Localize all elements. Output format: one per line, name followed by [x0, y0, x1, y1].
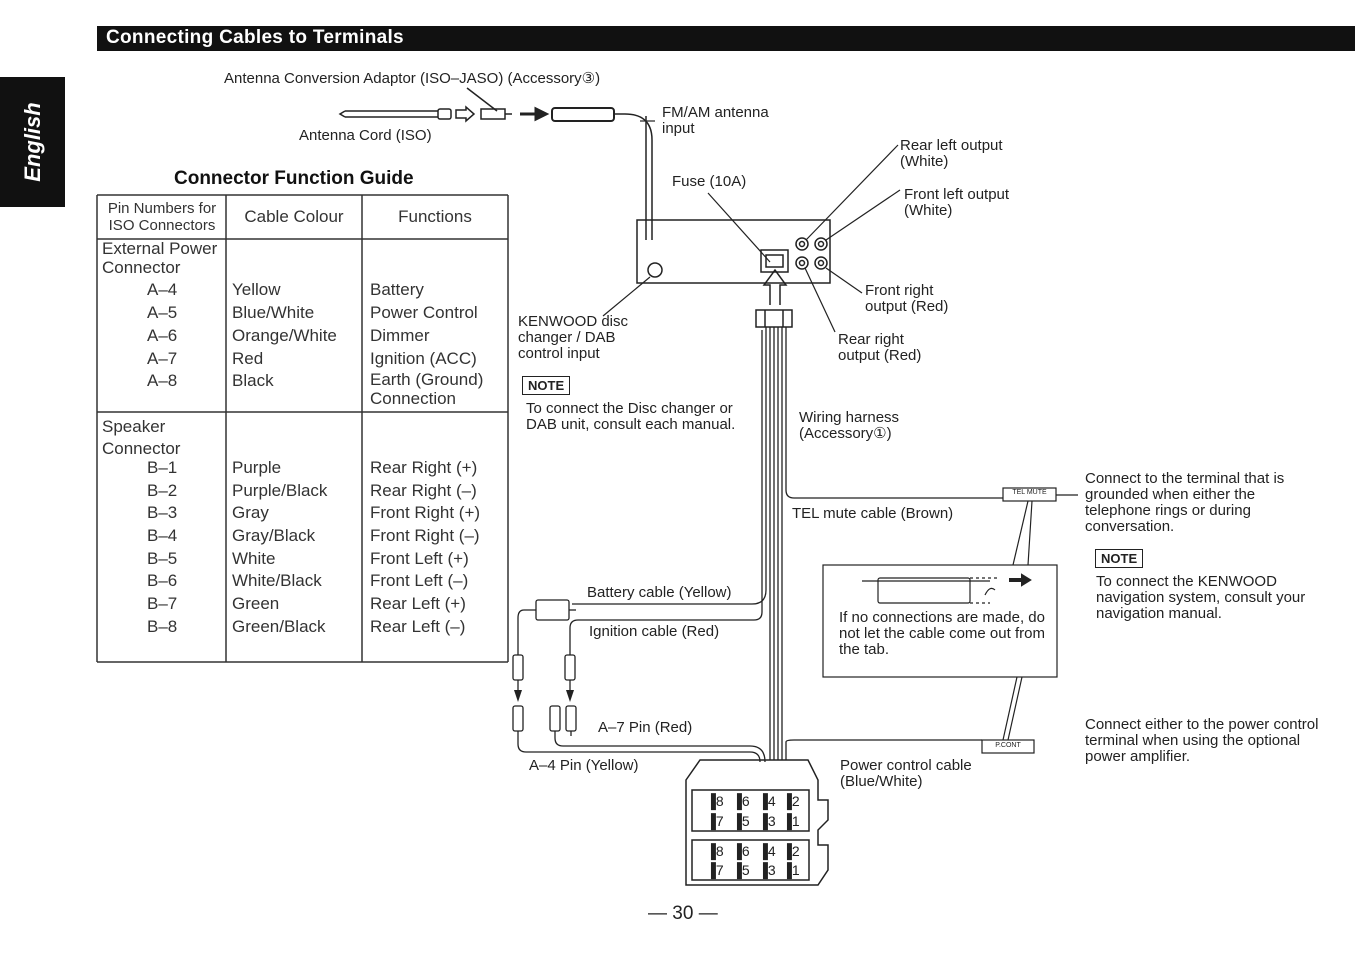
table-row [97, 616, 508, 639]
pin-cell: B–5 [147, 548, 178, 568]
pin-cell: A–8 [147, 371, 178, 390]
function-cell: Power Control [370, 303, 478, 322]
page-number: — 30 — [648, 903, 718, 924]
header-pin-numbers: Pin Numbers for ISO Connectors [107, 200, 217, 234]
pin-label: ▐2 [782, 793, 800, 809]
group-b-rows [97, 457, 508, 639]
pin-label: ▐5 [732, 862, 750, 878]
guide-title: Connector Function Guide [174, 168, 414, 189]
header-functions: Functions [398, 207, 472, 226]
tel-mute-description: Connect to the terminal that is grounded when either the telephone rings or during conversation. [1085, 470, 1285, 535]
table-row [97, 480, 508, 503]
pin-label: ▐1 [782, 862, 800, 878]
pin-label: ▐3 [758, 862, 776, 878]
pin-label: ▐7 [706, 813, 724, 829]
colour-cell: Red [232, 349, 264, 368]
note-badge: NOTE [1095, 549, 1143, 568]
pin-connectors [513, 655, 765, 762]
table-row [97, 570, 508, 593]
pin-cell: A–6 [147, 326, 178, 345]
tel-mute-tag-label: TEL MUTE [1012, 489, 1047, 496]
function-cell: Rear Left (+) [370, 594, 466, 614]
arrow-icon [520, 109, 546, 119]
a4-pin-label: A–4 Pin (Yellow) [529, 757, 639, 774]
pcont-description: Connect either to the power control terminal when using the optional power amplifier. [1085, 716, 1319, 765]
pin-cell: A–4 [147, 280, 178, 299]
colour-cell: Orange/White [232, 326, 337, 345]
pin-label: ▐8 [706, 843, 724, 859]
page-title: Connecting Cables to Terminals [106, 27, 404, 48]
table-row [97, 370, 508, 410]
note-navigation-text: To connect the KENWOOD navigation system, consult your navigation manual. [1096, 573, 1306, 622]
changer-input-label: KENWOOD disc changer / DAB control input [518, 313, 629, 362]
pin-cell: B–3 [147, 503, 178, 523]
function-cell: Front Right (+) [370, 503, 481, 523]
colour-cell: Blue/White [232, 303, 315, 322]
pin-label: ▐7 [706, 862, 724, 878]
colour-cell: Green [232, 594, 280, 614]
function-cell: Ignition (ACC) [370, 349, 477, 368]
pin-cell: A–7 [147, 349, 178, 368]
function-cell: Front Right (–) [370, 526, 480, 546]
ignition-cable-label: Ignition cable (Red) [589, 623, 720, 640]
pin-label: ▐3 [758, 813, 776, 829]
colour-cell: Green/Black [232, 616, 326, 636]
pin-cell: B–7 [147, 594, 178, 614]
table-row [97, 325, 508, 348]
function-cell: Front Left (–) [370, 571, 469, 591]
wiring-harness-label: Wiring harness (Accessory①) [799, 409, 900, 442]
antenna-cord-label: Antenna Cord (ISO) [299, 127, 432, 144]
pin-label: ▐4 [758, 843, 776, 859]
function-cell: Rear Right (+) [370, 458, 478, 477]
group-b-name: Speaker Connector [102, 417, 181, 458]
table-row [97, 502, 508, 525]
tel-mute-cable-label: TEL mute cable (Brown) [792, 505, 954, 522]
leader-lines [603, 121, 900, 332]
colour-cell: Gray [232, 503, 269, 523]
arrow-down-icon [566, 690, 574, 702]
note-badge: NOTE [522, 376, 570, 395]
battery-cable-label: Battery cable (Yellow) [587, 584, 732, 601]
pin-label: ▐8 [706, 793, 724, 809]
function-cell: Rear Left (–) [370, 616, 466, 636]
table-row [97, 593, 508, 616]
pin-label: ▐6 [732, 793, 750, 809]
fuse-label: Fuse (10A) [672, 173, 747, 190]
connector-a-top-row [706, 793, 804, 809]
no-connection-text: If no connections are made, do not let the cable come out from the tab. [839, 609, 1045, 658]
colour-cell: Purple/Black [232, 480, 328, 500]
a7-pin-label: A–7 Pin (Red) [598, 719, 693, 736]
pin-cell: B–1 [147, 458, 178, 477]
colour-cell: White [232, 548, 276, 568]
battery-fuse [518, 600, 576, 655]
arrow-icon [1010, 575, 1030, 585]
table-row [97, 302, 508, 325]
connector-b-top-row [706, 843, 804, 859]
power-control-cable-label: Power control cable (Blue/White) [840, 757, 972, 790]
front-right-output-label: Front right output (Red) [865, 282, 949, 315]
rear-right-output-label: Rear right output (Red) [838, 331, 922, 364]
pin-cell: B–6 [147, 571, 178, 591]
note-changer-text: To connect the Disc changer or DAB unit, consult each manual. [526, 400, 736, 433]
connector-a-bottom-row [706, 813, 804, 829]
pin-cell: B–2 [147, 480, 178, 500]
function-cell: Battery [370, 280, 424, 299]
colour-cell: Gray/Black [232, 526, 316, 546]
connector-b-bottom-row [706, 862, 804, 878]
pin-label: ▐2 [782, 843, 800, 859]
group-a-rows [97, 279, 508, 410]
pin-cell: B–8 [147, 616, 178, 636]
wiring-harness [570, 327, 1078, 760]
function-cell: Front Left (+) [370, 548, 469, 568]
language-label: English [19, 102, 45, 182]
colour-cell: Yellow [232, 280, 281, 299]
table-row [97, 548, 508, 571]
function-cell: Dimmer [370, 326, 430, 345]
pin-cell: A–5 [147, 303, 178, 322]
function-cell: Earth (Ground) Connection [370, 370, 484, 408]
function-cell: Rear Right (–) [370, 480, 477, 500]
table-row [97, 457, 508, 480]
pin-label: ▐4 [758, 793, 776, 809]
pin-label: ▐6 [732, 843, 750, 859]
header-cable-colour: Cable Colour [244, 207, 344, 226]
antenna-adaptor-label: Antenna Conversion Adaptor (ISO–JASO) (Accessory③) [224, 70, 601, 87]
pin-cell: B–4 [147, 526, 178, 546]
front-left-output-label: Front left output (White) [904, 186, 1010, 219]
table-row [97, 279, 508, 302]
head-unit [637, 220, 830, 327]
pin-label: ▐1 [782, 813, 800, 829]
pin-label: ▐5 [732, 813, 750, 829]
table-row [97, 525, 508, 548]
fm-am-input-label: FM/AM antenna input [662, 104, 769, 137]
colour-cell: Purple [232, 458, 282, 477]
colour-cell: Black [232, 371, 274, 390]
colour-cell: White/Black [232, 571, 322, 591]
pcont-tag-label: P.CONT [995, 742, 1021, 749]
table-row [97, 348, 508, 370]
group-a-name: External Power Connector [102, 239, 218, 277]
arrow-down-icon [514, 690, 522, 702]
rear-left-output-label: Rear left output (White) [900, 137, 1003, 170]
